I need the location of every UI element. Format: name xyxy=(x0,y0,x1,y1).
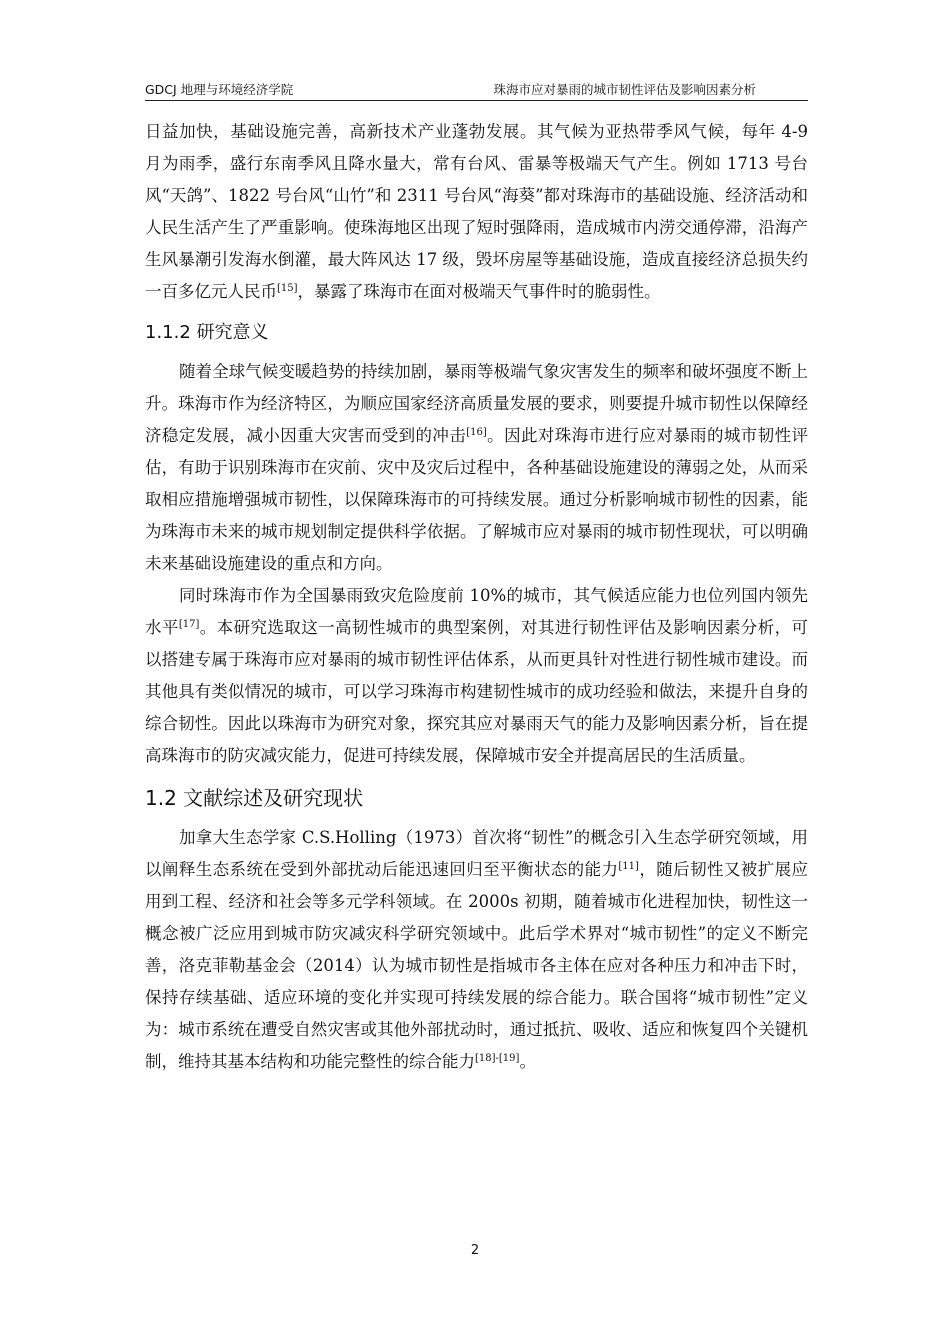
page-body xyxy=(145,116,808,1078)
paragraph-text: 。 xyxy=(519,1052,536,1071)
paragraph-significance-2 xyxy=(145,580,808,772)
paragraph-text: ，暴露了珠海市在面对极端天气事件时的脆弱性。 xyxy=(297,282,661,301)
citation: [17] xyxy=(178,619,200,630)
citation: [18]-[19] xyxy=(475,1053,520,1064)
citation: [11] xyxy=(618,861,639,872)
header-thesis-title: 珠海市应对暴雨的城市韧性评估及影响因素分析 xyxy=(493,82,756,97)
running-header xyxy=(145,78,808,101)
page-number: 2 xyxy=(470,1243,480,1258)
paragraph-text: ，随后韧性又被扩展应用到工程、经济和社会等多元学科领域。在 2000s 初期，随着城市化进程加快，韧性这一概念被广泛应用到城市防灾减灾科学研究领域中。此后学术界对“城市韧性”的定义不断完善，洛克菲勒基金会（2014）认为城市韧性是指城市各主体在应对各种压力和冲击下时，保持存续基础、适应环境的变化并实现可持续发展的综合能力。联合国将“城市韧性”定义为：城市系统在遭受自然灾害或其他外部扰动时，通过抵抗、吸收、适应和恢复四个关键机制，维持其基本结构和功能完整性的综合能力 xyxy=(145,860,809,1071)
paragraph-text: 。本研究选取这一高韧性城市的典型案例，对其进行韧性评估及影响因素分析，可以搭建专属于珠海市应对暴雨的城市韧性评估体系，从而更具针对性进行韧性城市建设。而其他具有类似情况的城市，可以学习珠海市构建韧性城市的成功经验和做法，来提升自身的综合韧性。因此以珠海市为研究对象，探究其应对暴雨天气的能力及影响因素分析，旨在提高珠海市的防灾减灾能力，促进可持续发展，保障城市安全并提高居民的生活质量。 xyxy=(145,618,809,765)
paragraph-text: 随着全球气候变暖趋势的持续加剧，暴雨等极端气象灾害发生的频率和破坏强度不断上升。珠海市作为经济特区，为顺应国家经济高质量发展的要求，则要提升城市韧性以保障经济稳定发展，减小因重大灾害而受到的冲击 xyxy=(145,362,808,445)
paragraph-text: 。因此对珠海市进行应对暴雨的城市韧性评估，有助于识别珠海市在灾前、灾中及灾后过程中，各种基础设施建设的薄弱之处，从而采取相应措施增强城市韧性，以保障珠海市的可持续发展。通过分析影响城市韧性的因素，能为珠海市未来的城市规划制定提供科学依据。了解城市应对暴雨的城市韧性现状，可以明确未来基础设施建设的重点和方向。 xyxy=(145,426,809,573)
paragraph-text: 同时珠海市作为全国暴雨致灾危险度前 10%的城市，其气候适应能力也位列国内领先水平 xyxy=(145,586,808,637)
paragraph-significance-1 xyxy=(145,356,808,580)
paragraph-continued xyxy=(145,116,808,308)
paragraph-text: 加拿大生态学家 C.S.Holling（1973）首次将“韧性”的概念引入生态学研究领域，用以阐释生态系统在受到外部扰动后能迅速回归至平衡状态的能力 xyxy=(145,828,808,879)
paragraph-text: 日益加快，基础设施完善，高新技术产业蓬勃发展。其气候为亚热带季风气候，每年 4-9 月为雨季，盛行东南季风且降水量大，常有台风、雷暴等极端天气产生。例如 1713 号台风“天鸽”、1822 号台风“山竹”和 2311 号台风“海葵”都对珠海市的基础设施、经济活动和人民生活产生了严重影响。使珠海地区出现了短时强降雨，造成城市内涝交通停滞，沿海产生风暴潮引发海水倒灌，最大阵风达 17 级，毁坏房屋等基础设施，造成直接经济总损失约一百多亿元人民币 xyxy=(145,122,808,301)
section-heading-1-2: 1.2 文献综述及研究现状 xyxy=(145,786,364,810)
citation: [15] xyxy=(277,283,298,294)
section-heading-1-1-2: 1.1.2 研究意义 xyxy=(145,322,269,343)
header-institution: GDCJ 地理与环境经济学院 xyxy=(145,82,294,97)
paragraph-literature-review xyxy=(145,822,808,1078)
citation: [16] xyxy=(466,427,487,438)
